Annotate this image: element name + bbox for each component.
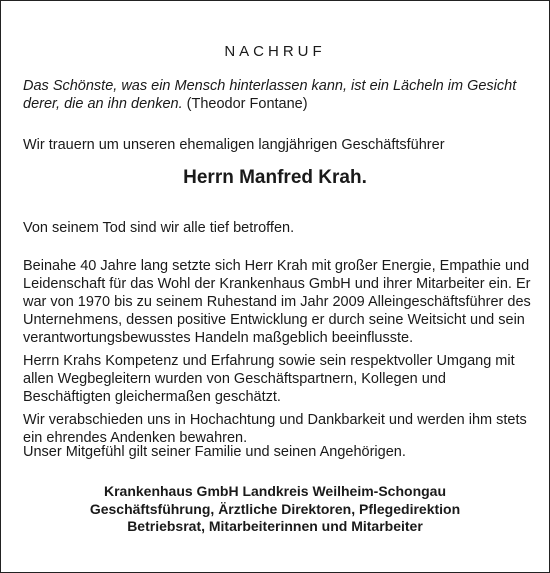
notice-heading: NACHRUF: [224, 43, 326, 60]
body-text: [23, 219, 533, 452]
paragraph: Wir verabschieden uns in Hochachtung und Dankbarkeit und werden ihm stets ein ehrendes Andenken bewahren.: [23, 412, 527, 446]
condolence-text: Unser Mitgefühl gilt seiner Familie und seinen Angehörigen.: [23, 444, 406, 460]
signature-line: Betriebsrat, Mitarbeiterinnen und Mitarbeiter: [127, 518, 423, 534]
signature-line: Krankenhaus GmbH Landkreis Weilheim-Schongau: [103, 483, 447, 499]
intro-text: Wir trauern um unseren ehemaligen langjährigen Geschäftsführer: [23, 137, 445, 153]
signature-block: [1, 483, 549, 536]
paragraph: Von seinem Tod sind wir alle tief betroffen.: [23, 220, 295, 236]
signature-line: Geschäftsführung, Ärztliche Direktoren, Pflegedirektion: [89, 500, 461, 517]
quote-text: Das Schönste, was ein Mensch hinterlassen kann, ist ein Lächeln im Gesicht derer, die an ihn denken.: [23, 78, 517, 112]
paragraph: Herrn Krahs Kompetenz und Erfahrung sowie sein respektvoller Umgang mit allen Wegbegleitern wurden von Geschäftspartnern, Kollegen und Beschäftigten gleichermaßen geschätzt.: [23, 353, 515, 405]
paragraph: Beinahe 40 Jahre lang setzte sich Herr Krah mit großer Energie, Empathie und Leidenschaft für das Wohl der Krankenhaus GmbH und ihrer Mitarbeiter ein. Er war von 1970 bis zu seinem Ruhestand im Jahr 2009 Alleingeschäftsführer des Unternehmens, dessen positive Entwicklung er durch seine Weitsicht und sein verantwortungsbewusstes Handeln maßgeblich beeinflusste.: [23, 258, 531, 346]
quote: [23, 77, 543, 113]
quote-author: (Theodor Fontane): [186, 96, 308, 112]
deceased-name: Herrn Manfred Krah.: [183, 167, 367, 188]
